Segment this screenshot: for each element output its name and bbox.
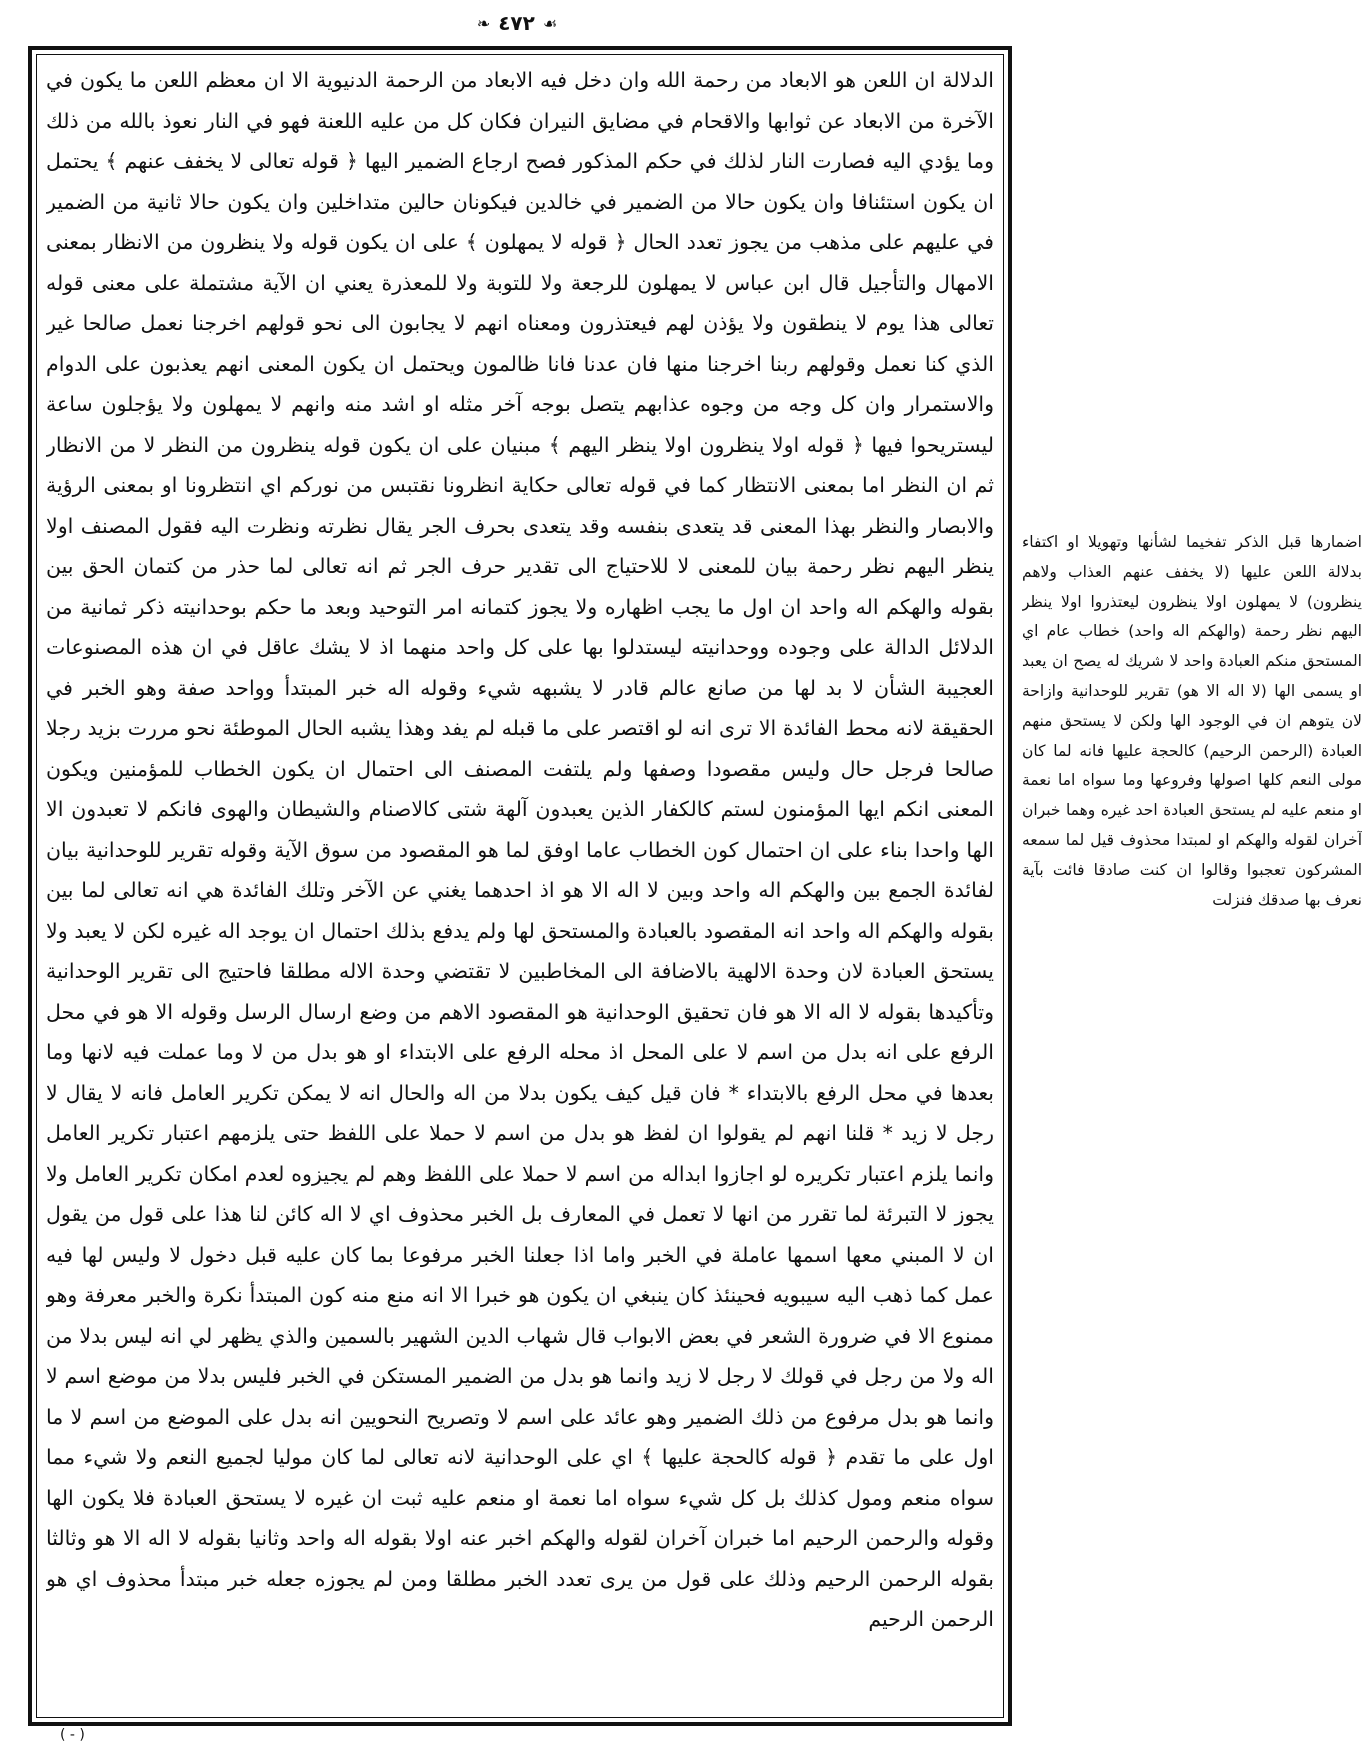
page-number: ٤٧٢ bbox=[498, 11, 535, 35]
page-number-header bbox=[28, 8, 1006, 38]
margin-text-block bbox=[1022, 528, 1362, 928]
margin-text-paragraph: اضمارها قبل الذكر تفخيما لشأنها وتهويلا او اكتفاء بدلالة اللعن عليها (لا يخفف عنهم العذاب ولاهم ينظرون) لا يمهلون اولا ينظرون ليعتذروا اولا ينظر اليهم نظر رحمة (والهكم اله واحد) خطاب عام اي المستحق منكم العبادة واحد لا شريك له يصح ان يعبد او يسمى الها (لا اله الا هو) تقرير للوحدانية وازاحة لان يتوهم ان في الوجود الها ولكن لا يستحق منهم العبادة (الرحمن الرحيم) كالحجة عليها فانه لما كان مولى النعم كلها اصولها وفروعها وما سواه اما نعمة او منعم عليه لم يستحق العبادة احد غيره وهما خبران آخران لقوله والهكم او لمبتدا محذوف قيل لما سمعه المشركون تعجبوا وقالوا ان كنت صادقا فائت بآية نعرف بها صدقك فنزلت bbox=[1022, 533, 1362, 909]
ornament-left-icon: ❧ bbox=[476, 13, 491, 33]
main-text-block bbox=[46, 60, 994, 1710]
ornament-right-icon: ☙ bbox=[542, 13, 558, 33]
footer-mark: ( - ) bbox=[60, 1727, 85, 1743]
main-text-paragraph: الدلالة ان اللعن هو الابعاد من رحمة الله وان دخل فيه الابعاد من الرحمة الدنيوية الا ان معظم اللعن ما يكون في الآخرة من الابعاد عن ثوابها والاقحام في مضايق النيران فكان كل من عليه اللعنة فهو في النار نعوذ بالله من ذلك وما يؤدي اليه فصارت النار لذلك في حكم المذكور فصح ارجاع الضمير اليها ﴿ قوله تعالى لا يخفف عنهم ﴾ يحتمل ان يكون استئنافا وان يكون حالا من الضمير في خالدين فيكونان حالين متداخلين وان يكون حالا ثانية من الضمير في عليهم على مذهب من يجوز تعدد الحال ﴿ قوله لا يمهلون ﴾ على ان يكون قوله ولا ينظرون من الانظار بمعنى الامهال والتأجيل قال ابن عباس لا يمهلون للرجعة ولا للتوبة ولا للمعذرة يعني ان الآية مشتملة على معنى قوله تعالى هذا يوم لا ينطقون ولا يؤذن لهم فيعتذرون ومعناه انهم لا يجابون الى نحو قولهم اخرجنا نعمل صالحا غير الذي كنا نعمل وقولهم ربنا اخرجنا منها فان عدنا فانا ظالمون ويحتمل ان يكون المعنى انهم يعذبون على الدوام والاستمرار وان كل وجه من وجوه عذابهم يتصل بوجه آخر مثله او اشد منه وانهم لا يمهلون ولا يؤجلون ساعة ليستريحوا فيها ﴿ قوله اولا ينظرون اولا ينظر اليهم ﴾ مبنيان على ان يكون قوله ينظرون من النظر لا من الانظار ثم ان النظر اما بمعنى الانتظار كما في قوله تعالى حكاية انظرونا نقتبس من نوركم اي انتظرونا او بمعنى الرؤية والابصار والنظر بهذا المعنى قد يتعدى بنفسه وقد يتعدى بحرف الجر يقال نظرته ونظرت اليه فقول المصنف اولا ينظر اليهم نظر رحمة بيان للمعنى لا للاحتياج الى تقدير حرف الجر ثم انه تعالى لما حذر من كتمان الحق بين بقوله والهكم اله واحد ان اول ما يجب اظهاره ولا يجوز كتمانه امر التوحيد وبعد ما حكم بوحدانيته ذكر ثمانية من الدلائل الدالة على وجوده ووحدانيته ليستدلوا بها على كل واحد منهما اذ لا يشك عاقل في ان هذه المصنوعات العجيبة الشأن لا بد لها من صانع عالم قادر لا يشبهه شيء وقوله اله خبر المبتدأ وواحد صفة وهو الخبر في الحقيقة لانه محط الفائدة الا ترى انه لو اقتصر على ما قبله لم يفد وهذا يشبه الحال الموطئة نحو مررت بزيد رجلا صالحا فرجل حال وليس مقصودا وصفها ولم يلتفت المصنف الى احتمال ان يكون الخطاب للمؤمنين ويكون المعنى انكم ايها المؤمنون لستم كالكفار الذين يعبدون آلهة شتى كالاصنام والشيطان والهوى فانكم لا تعبدون الا الها واحدا بناء على ان احتمال كون الخطاب عاما اوفق لما هو المقصود من سوق الآية وقوله تقرير للوحدانية بيان لفائدة الجمع بين والهكم اله واحد وبين لا اله الا هو اذ احدهما يغني عن الآخر وتلك الفائدة هي انه تعالى لما بين بقوله والهكم اله واحد انه المقصود بالعبادة والمستحق لها ولم يدفع بذلك احتمال ان يوجد اله غيره لكن لا يعبد ولا يستحق العبادة لان وحدة الالهية بالاضافة الى المخاطبين لا تقتضي وحدة الاله مطلقا فاحتيج الى تقرير الوحدانية وتأكيدها بقوله لا اله الا هو فان تحقيق الوحدانية هو المقصود الاهم من وضع ارسال الرسل وقوله الا هو في محل الرفع على انه بدل من اسم لا على المحل اذ محله الرفع على الابتداء او هو بدل من لا وما عملت فيه لانها وما بعدها في محل الرفع بالابتداء * فان قيل كيف يكون بدلا من اله والحال انه لا يمكن تكرير العامل فانه لا يقال لا رجل لا زيد * قلنا انهم لم يقولوا ان لفظ هو بدل من اسم لا حملا على اللفظ حتى يلزمهم اعتبار تكرير العامل وانما يلزم اعتبار تكريره لو اجازوا ابداله من اسم لا حملا على اللفظ وهم لم يجيزوه لعدم امكان تكرير العامل ولا يجوز لا التبرئة لما تقرر من انها لا تعمل في المعارف بل الخبر محذوف اي لا اله كائن لنا هذا على قول من يقول ان لا المبني معها اسمها عاملة في الخبر واما اذا جعلنا الخبر مرفوعا بما كان عليه قبل دخول لا وليس لها فيه عمل كما ذهب اليه سيبويه فحينئذ كان ينبغي ان يكون هو خبرا الا انه منع منه كون المبتدأ نكرة والخبر معرفة وهو ممنوع الا في ضرورة الشعر في بعض الابواب قال شهاب الدين الشهير بالسمين والذي يظهر لي انه ليس بدلا من اله ولا من رجل في قولك لا رجل لا زيد وانما هو بدل من الضمير المستكن في الخبر فليس بدلا من موضع اسم لا وانما هو بدل مرفوع من ذلك الضمير وهو عائد على اسم لا وتصريح النحويين انه بدل على الموضع من اسم لا ما اول على ما تقدم ﴿ قوله كالحجة عليها ﴾ اي على الوحدانية لانه تعالى لما كان موليا لجميع النعم ولا شيء مما سواه منعم ومول كذلك بل كل شيء سواه اما نعمة او منعم عليه ثبت ان غيره لا يستحق العبادة فلا يكون الها وقوله والرحمن الرحيم اما خبران آخران لقوله والهكم اخبر عنه اولا بقوله اله واحد وثانيا بقوله لا اله الا هو وثالثا بقوله الرحمن الرحيم وذلك على قول من يرى تعدد الخبر مطلقا ومن لم يجوزه جعله خبر مبتدأ محذوف اي هو الرحمن الرحيم bbox=[46, 68, 994, 1631]
